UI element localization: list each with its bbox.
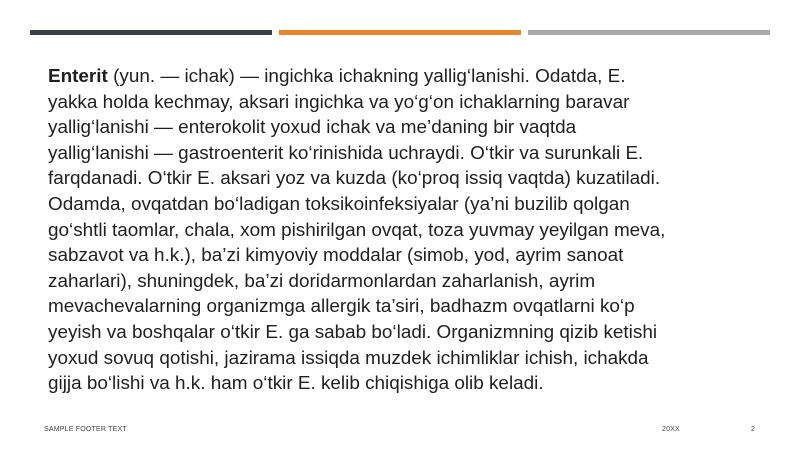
text-line: go‘shtli taomlar, chala, xom pishirilgan ovqat, toza yuvmay yeyilgan meva, — [48, 219, 666, 241]
accent-bar-orange — [279, 30, 521, 35]
accent-bar-dark — [30, 30, 272, 35]
page-number: 2 — [751, 426, 756, 433]
text-line: yeyish va boshqalar o‘tkir E. ga sabab bo‘ladi. Organizmning qizib ketishi — [48, 321, 658, 343]
text-line: mevachevalarning organizmga allergik ta’siri, badhazm ovqatlarni ko‘p — [48, 296, 635, 318]
text-line: yallig‘lanishi — gastroenterit ko‘rinishida uchraydi. O‘tkir va surunkali E. — [48, 142, 644, 164]
accent-bar-gray — [528, 30, 770, 35]
slide-body-text — [48, 64, 763, 397]
text-line: yakka holda kechmay, aksari ingichka va yo‘g‘on ichaklarning baravar — [48, 91, 630, 113]
text-line: Odamda, ovqatdan bo‘ladigan toksikoinfeksiyalar (ya’ni buzilib qolgan — [48, 193, 630, 215]
text-line: sabzavot va h.k.), ba’zi kimyoviy moddalar (simob, yod, ayrim sanoat — [48, 245, 624, 267]
text-line: yallig‘lanishi — enterokolit yoxud ichak va me’daning bir vaqtda — [48, 117, 577, 139]
text-line: yoxud sovuq qotishi, jazirama issiqda muzdek ichimliklar ichish, ichakda — [48, 347, 649, 369]
text-line: farqdanadi. O‘tkir E. aksari yoz va kuzda (ko‘proq issiq vaqtda) kuzatiladi. — [48, 168, 661, 190]
footer-date: 20XX — [662, 426, 680, 433]
text-line: zaharlari), shuningdek, ba’zi doridarmonlardan zaharlanish, ayrim — [48, 270, 596, 292]
term-heading: Enterit — [48, 66, 108, 87]
text-line: gijja bo‘lishi va h.k. ham o‘tkir E. kelib chiqishiga olib keladi. — [48, 373, 544, 395]
footer-text: SAMPLE FOOTER TEXT — [44, 426, 127, 433]
text-line: Enterit (yun. — ichak) — ingichka ichakning yallig‘lanishi. Odatda, E. — [48, 66, 626, 87]
